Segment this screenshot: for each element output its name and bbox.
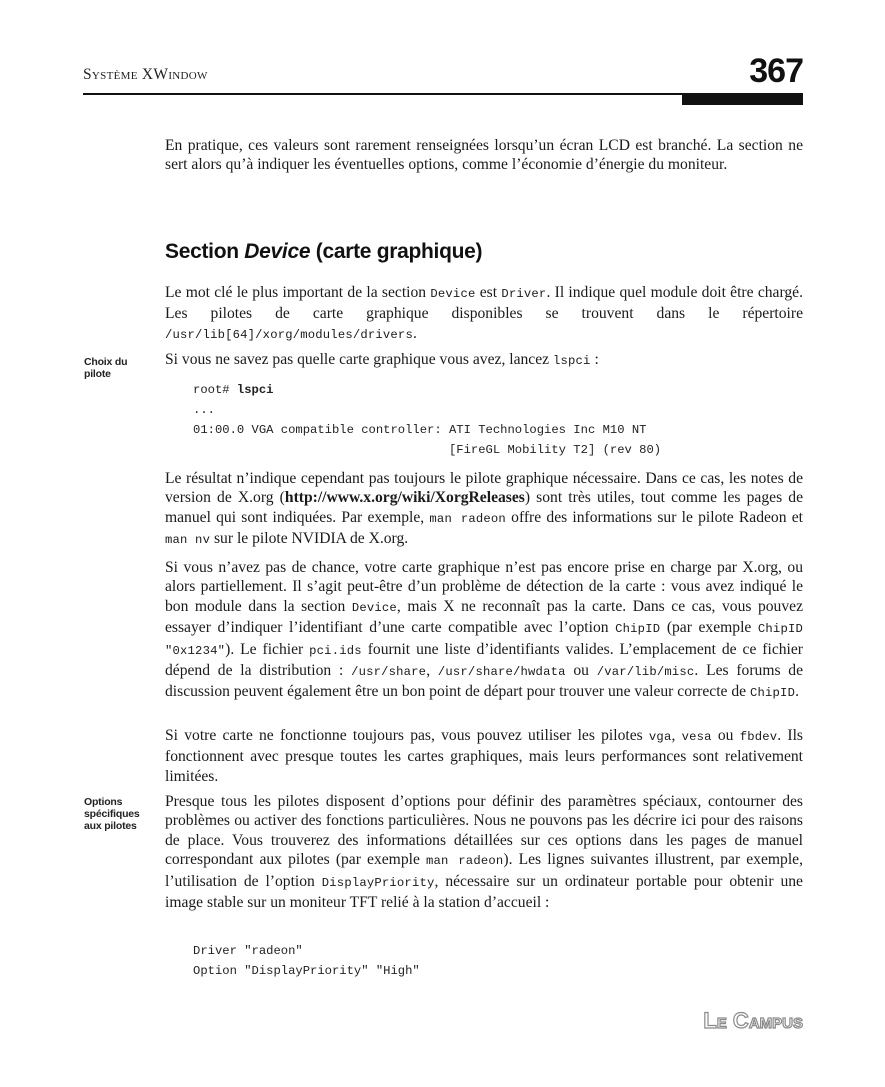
text-run: ). Le fichier [225, 640, 310, 658]
text-run: ). Les lignes suivantes illustrent, par exemple, l’utilisation de l’option [165, 851, 804, 890]
code-vga: vga [648, 730, 672, 744]
text-run: , [671, 727, 682, 744]
code-pci-ids: pci.ids [309, 643, 362, 658]
code-fbdev: fbdev [739, 730, 778, 744]
code-usr-share-hwdata: /usr/share/hwdata [437, 665, 566, 680]
section-heading-italic: Device [244, 240, 311, 263]
code-device: Device [351, 600, 397, 615]
text-run: . [795, 683, 799, 701]
text-run: Le mot clé le plus important de la section [165, 284, 431, 301]
paragraph-options-block [165, 792, 803, 912]
code-usr-share: /usr/share [351, 665, 427, 680]
code-chipid: ChipID [750, 686, 796, 701]
text-run: Presque tous les pilotes disposent d’options pour définir des paramètres spéciaux, contourner des problèmes ou activer des fonctions particulières. Nous ne pouvons pas les décrire ici pour des raisons de place. Vous trouverez des informations détaillées sur ces options dans les pages de manuel correspondant aux pilotes (par exemple [165, 793, 803, 869]
paragraph-device-block [165, 283, 803, 345]
text-run: . Ils fonctionnent avec presque toutes les cartes graphiques, mais leurs performances sont relativement limitées. [165, 727, 803, 785]
code-var-lib-misc: /var/lib/misc [596, 665, 695, 680]
code-line: 01:00.0 VGA compatible controller: ATI Technologies Inc M10 NT [193, 423, 647, 437]
margin-note-options: Options spécifiques aux pilotes [84, 796, 140, 832]
code-man-nv: man nv [165, 533, 211, 548]
paragraph-result [165, 469, 803, 551]
section-heading [165, 240, 482, 264]
code-prompt: root# [193, 383, 237, 397]
code-block-lspci [193, 380, 661, 460]
intro-paragraph: En pratique, ces valeurs sont rarement renseignées lorsqu’un écran LCD est branché. La section ne sert alors qu’à indiquer les éventuelles options, comme l’économie d’énergie du moniteur. [165, 137, 803, 174]
paragraph-fallback [165, 726, 803, 786]
publisher-logo: Le Campus [703, 1008, 803, 1033]
paragraph-fallback-block [165, 726, 803, 786]
code-line: Option "DisplayPriority" "High" [193, 964, 420, 978]
release-notes-link[interactable]: http://www.x.org/wiki/XorgReleases [284, 489, 525, 507]
code-man-radeon: man radeon [426, 854, 504, 869]
code-block-driver [193, 941, 420, 981]
code-command: lspci [236, 383, 274, 397]
margin-note-choix: Choix du pilote [84, 356, 128, 380]
code-drivers-path: /usr/lib[64]/xorg/modules/drivers [165, 327, 413, 342]
text-run: sur le pilote NVIDIA de X.org. [210, 530, 409, 548]
paragraph-nochance-block [165, 558, 803, 704]
text-run: . [412, 324, 417, 342]
text-run: ou [711, 727, 740, 744]
code-line: ... [193, 403, 215, 417]
text-run: : [590, 351, 599, 368]
text-run: , nécessaire sur un ordinateur portable pour obtenir une image stable sur un moniteur TFT relié à la station d’accueil : [165, 872, 803, 912]
code-line: Driver "radeon" [193, 944, 303, 958]
code-lspci: lspci [552, 354, 591, 368]
running-header-title: Système XWindow [83, 66, 208, 83]
code-vesa: vesa [681, 730, 712, 744]
text-run: . Les forums de discussion peuvent également être un bon point de départ pour trouver une valeur correcte de [165, 662, 804, 701]
text-run: ) sont très utiles, tout comme les pages de manuel qui sont indiquées. Par exemple, [165, 489, 803, 526]
paragraph-nochance [165, 558, 803, 704]
section-heading-prefix: Section [165, 240, 239, 263]
paragraph-options [165, 792, 803, 912]
paragraph-lspci-block [165, 350, 803, 371]
code-man-radeon: man radeon [429, 511, 506, 526]
text-run: fournit une liste d’identifiants valides. L’emplacement de ce fichier dépend de la distribution : [165, 640, 803, 680]
text-run: Si vous n’avez pas de chance, votre carte graphique n’est pas encore prise en charge par X.org, ou alors partiellement. Il s’agit peut-être d’un problème de détection de la carte : vous avez indiqué le bon module dans la section [165, 559, 803, 615]
code-device: Device [430, 287, 476, 301]
section-heading-suffix: (carte graphique) [315, 240, 483, 263]
intro-paragraph-block [165, 136, 803, 175]
code-driver: Driver [501, 287, 547, 301]
text-run: offre des informations sur le pilote Radeon et [505, 508, 804, 526]
text-run: (par exemple [660, 619, 758, 637]
page-number: 367 [749, 52, 803, 90]
text-run: Si vous ne savez pas quelle carte graphique vous avez, lancez [165, 351, 553, 368]
text-run: . Il indique quel module doit être chargé. Les pilotes de carte graphique disponibles se trouvent dans le répertoire [165, 284, 803, 323]
text-run: , mais X ne reconnaît pas la carte. Dans ce cas, vous pouvez essayer d’indiquer l’identifiant d’une carte compatible avec l’option [165, 597, 803, 637]
text-run: ou [565, 662, 597, 680]
text-run: , [426, 662, 438, 680]
paragraph-lspci [165, 350, 803, 371]
code-displaypriority: DisplayPriority [321, 875, 435, 890]
paragraph-result-block [165, 469, 803, 551]
code-chipid: ChipID [615, 622, 661, 637]
code-line: [FireGL Mobility T2] (rev 80) [193, 443, 662, 457]
text-run: Le résultat n’indique cependant pas toujours le pilote graphique nécessaire. Dans ce cas, les notes de version de X.org ( [165, 470, 803, 507]
code-chipid-example: ChipID "0x1234" [165, 622, 803, 658]
header-block [682, 95, 803, 105]
text-run: est [475, 284, 502, 301]
text-run: Si votre carte ne fonctionne toujours pas, vous pouvez utiliser les pilotes [165, 727, 649, 744]
paragraph-device [165, 283, 803, 345]
